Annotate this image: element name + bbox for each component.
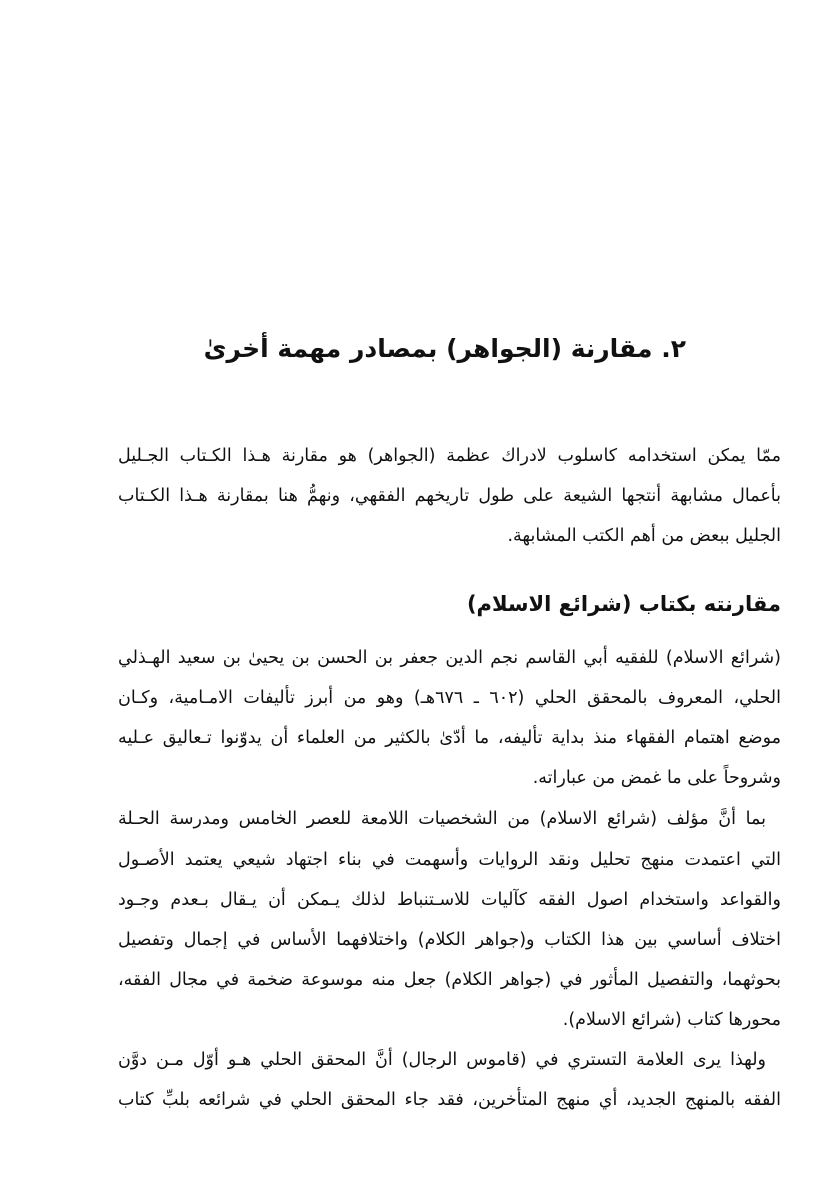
paragraph2-line: التي اعتمدت منهج تحليل ونقد الروايات وأسهمت في بناء اجتهاد شيعي يعتمد الأصـول [118, 850, 781, 870]
intro-line: بأعمال مشابهة أنتجها الشيعة على طول تاريخهم الفقهي، ونهمُّ هنا بمقارنة هـذا الكـتاب [118, 486, 781, 506]
intro-line: ممّا يمكن استخدامه كاسلوب لادراك عظمة (الجواهر) هو مقارنة هـذا الكـتاب الجـليل [118, 446, 781, 466]
paragraph1-line: الحلي، المعروف بالمحقق الحلي (٦٠٢ ـ ٦٧٦هـ) وهو من أبرز تأليفات الامـامية، وكـان [118, 688, 781, 708]
subheading: مقارنته بكتاب (شرائع الاسلام) [466, 592, 781, 616]
paragraph3-line: الفقه بالمنهج الجديد، أي منهج المتأخرين، فقد جاء المحقق الحلي في شرائعه بلبِّ كتاب [118, 1090, 781, 1110]
paragraph2-line: والقواعد واستخدام اصول الفقه كآليات للاسـتنباط لذلك يـمكن أن يـقال بـعدم وجـود [118, 890, 781, 910]
paragraph2-line: بحوثهما، والتفصيل المأثور في (جواهر الكلام) جعل منه موسوعة ضخمة في مجال الفقه، [118, 970, 781, 990]
paragraph1-line: (شرائع الاسلام) للفقيه أبي القاسم نجم الدين جعفر بن الحسن بن يحيىٰ بن سعيد الهـذلي [118, 648, 781, 668]
paragraph2-line: محورها كتاب (شرائع الاسلام). [562, 1010, 781, 1030]
paragraph2-line: بما أنَّ مؤلف (شرائع الاسلام) من الشخصيات اللامعة للعصر الخامس ومدرسة الحـلة [118, 809, 766, 829]
paragraph1-line: وشروحاً على ما غمض من عباراته. [532, 768, 781, 788]
paragraph3-line: ولهذا يرى العلامة التستري في (قاموس الرجال) أنَّ المحقق الحلي هـو أوّل مـن دوَّن [118, 1050, 766, 1070]
section-title: ٢. مقارنة (الجواهر) بمصادر مهمة أخرىٰ [203, 334, 686, 363]
intro-line: الجليل ببعض من أهم الكتب المشابهة. [507, 526, 781, 546]
paragraph2-line: اختلاف أساسي بين هذا الكتاب و(جواهر الكلام) واختلافهما الأساس في إجمال وتفصيل [118, 930, 781, 950]
paragraph1-line: موضع اهتمام الفقهاء منذ بداية تأليفه، ما أدّىٰ بالكثير من العلماء أن يدوّنوا تـعاليق عـليه [118, 728, 781, 748]
